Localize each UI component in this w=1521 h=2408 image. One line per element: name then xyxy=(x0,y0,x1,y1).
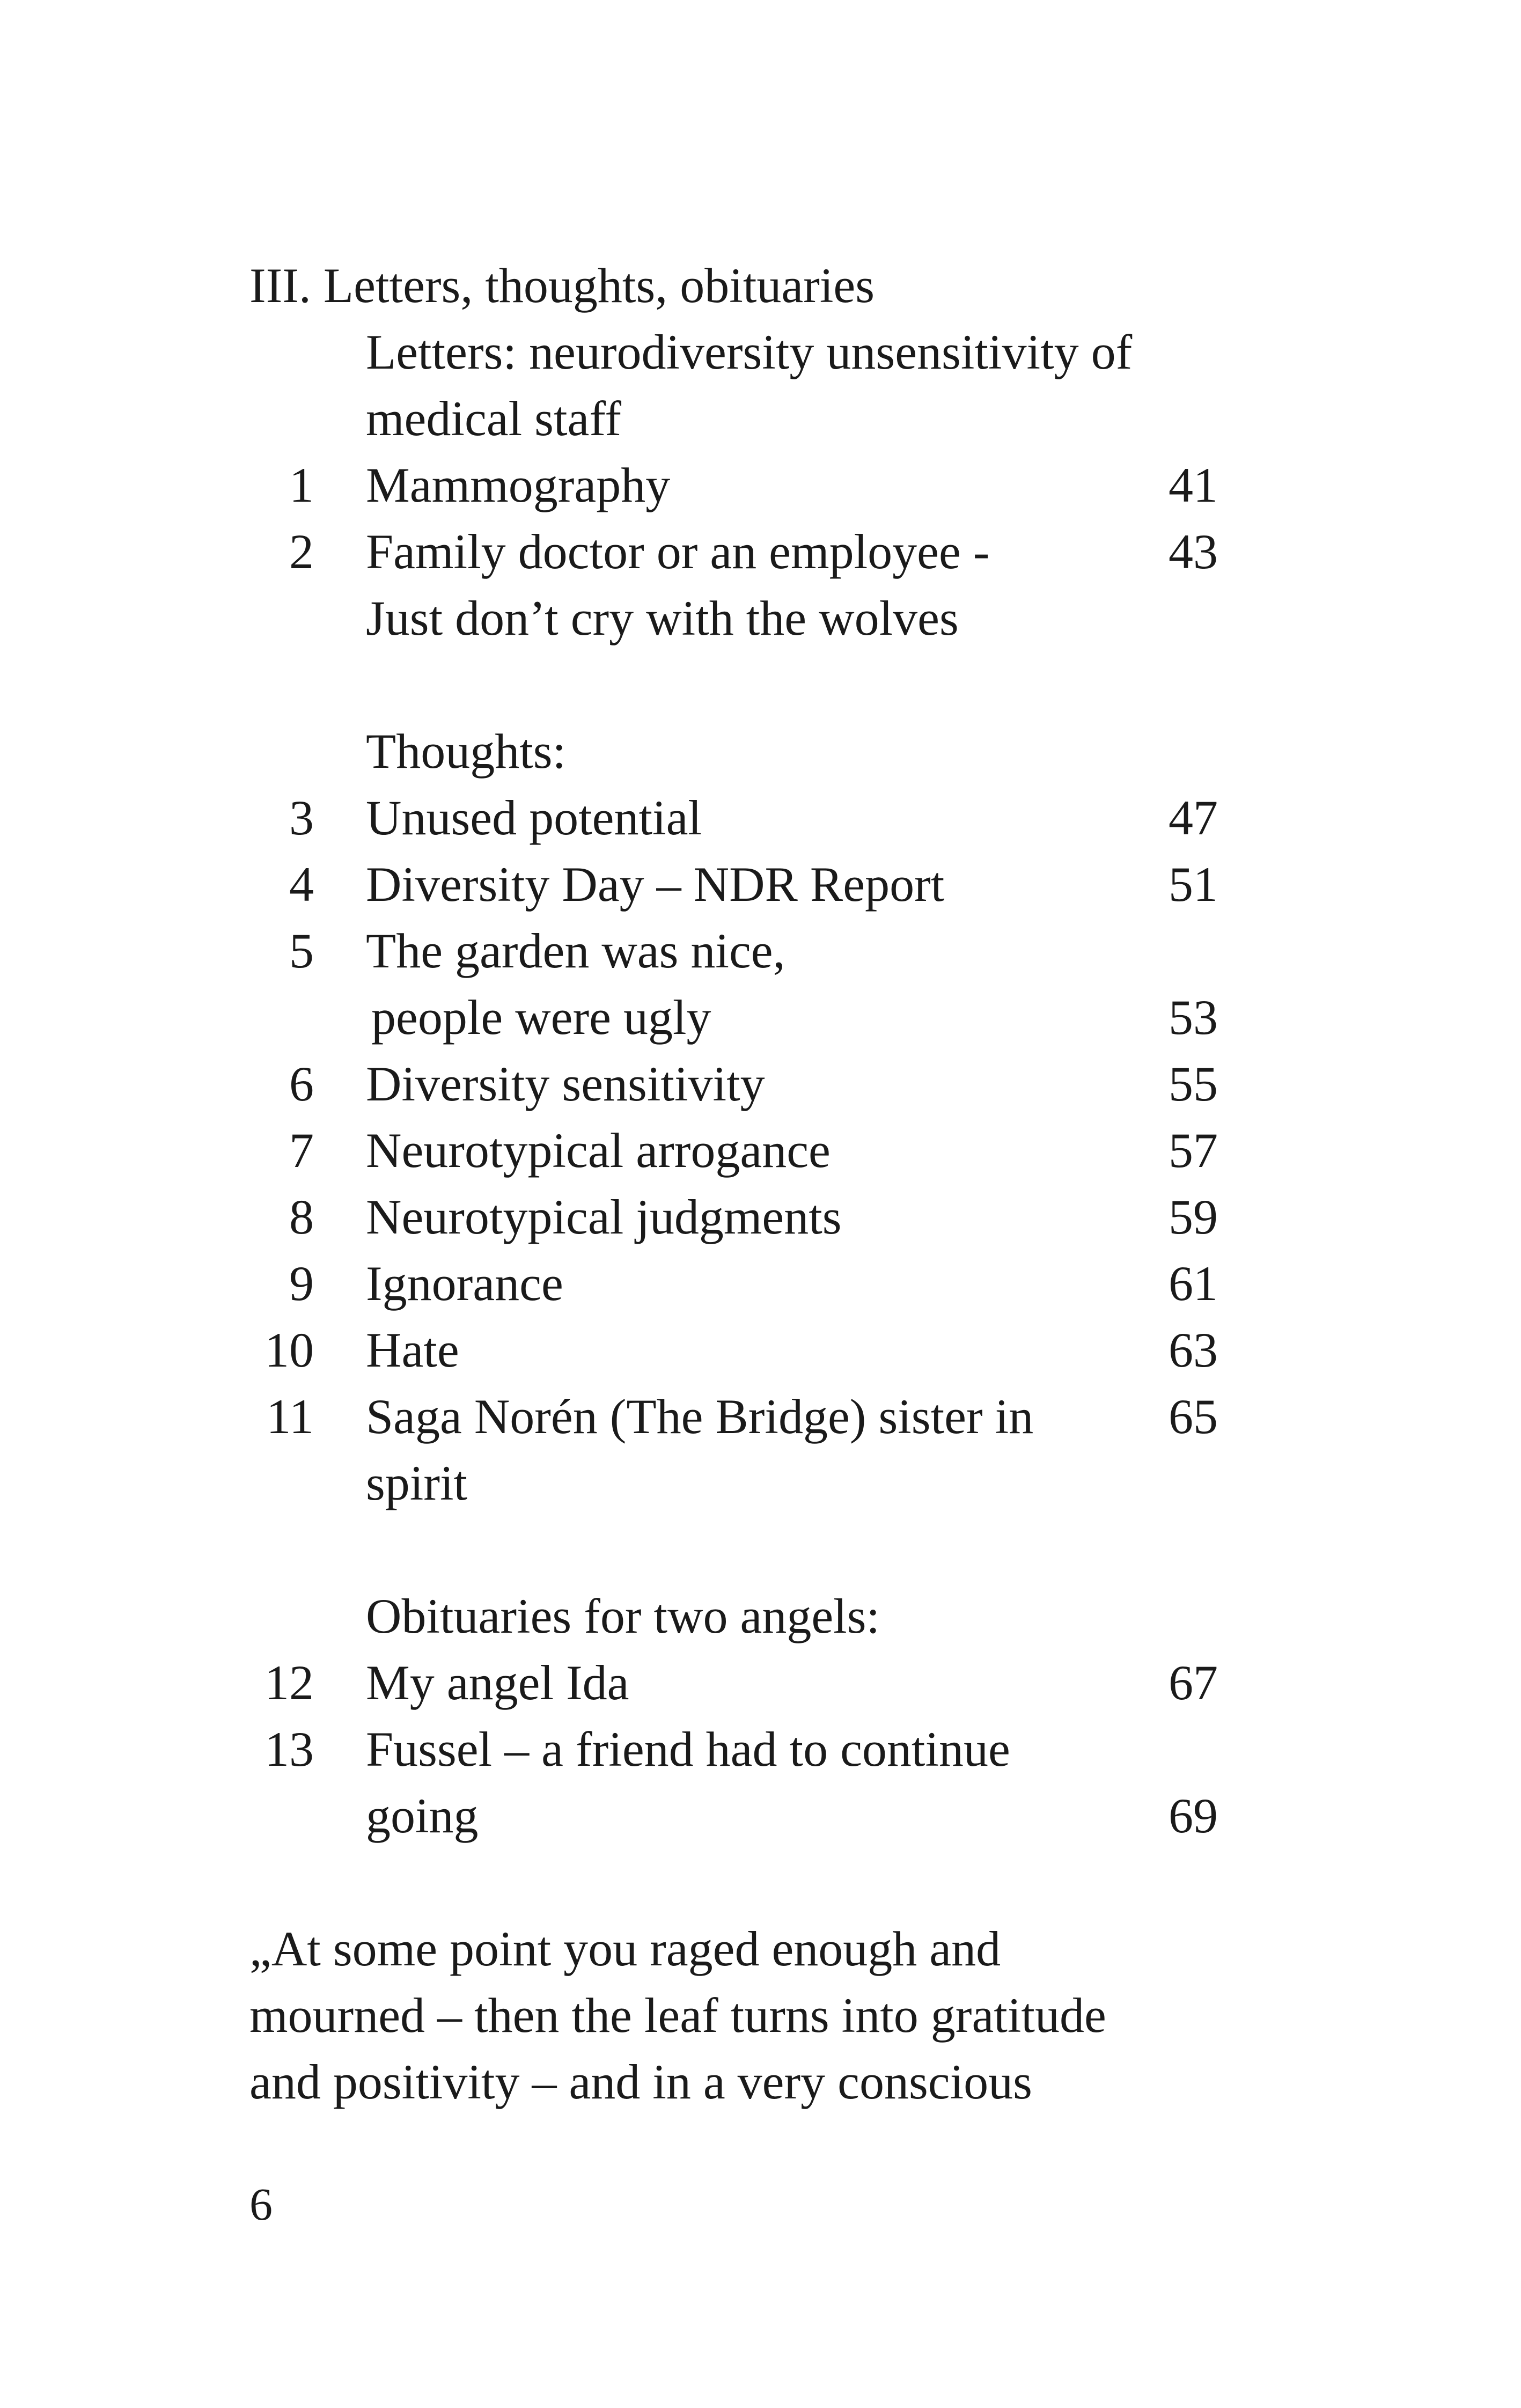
entry-number: 1 xyxy=(289,458,314,512)
entry-number: 4 xyxy=(289,857,314,912)
entry-number: 13 xyxy=(264,1722,314,1776)
entry-number: 2 xyxy=(289,524,314,579)
entry-page: 41 xyxy=(1169,458,1218,512)
quote-line: „At some point you raged enough and xyxy=(249,1921,1001,1976)
entry-page: 51 xyxy=(1169,857,1218,912)
quote-line: mourned – then the leaf turns into gratitude xyxy=(249,1988,1106,2043)
entry-title-cont: going xyxy=(366,1788,479,1843)
entry-page: 69 xyxy=(1169,1788,1218,1843)
entry-title: Mammography xyxy=(366,458,671,512)
entry-title-cont: spirit xyxy=(366,1456,468,1510)
entry-number: 6 xyxy=(289,1056,314,1111)
group-heading-thoughts: Thoughts: xyxy=(366,724,567,779)
entry-number: 7 xyxy=(289,1123,314,1178)
entry-title: Unused potential xyxy=(366,790,702,845)
entry-number: 3 xyxy=(289,790,314,845)
group-heading-letters-cont: medical staff xyxy=(366,391,621,446)
page-number: 6 xyxy=(249,2178,273,2230)
entry-title: Ignorance xyxy=(366,1256,563,1311)
entry-number: 10 xyxy=(264,1323,314,1377)
entry-page: 53 xyxy=(1169,990,1218,1045)
entry-title: Diversity sensitivity xyxy=(366,1056,765,1111)
entry-page: 67 xyxy=(1169,1655,1218,1710)
entry-title: Neurotypical judgments xyxy=(366,1190,842,1244)
entry-page: 57 xyxy=(1169,1123,1218,1178)
entry-number: 5 xyxy=(289,923,314,978)
group-heading-letters: Letters: neurodiversity unsensitivity of xyxy=(366,325,1133,379)
entry-page: 55 xyxy=(1169,1056,1218,1111)
entry-number: 9 xyxy=(289,1256,314,1311)
entry-page: 47 xyxy=(1169,790,1218,845)
entry-page: 61 xyxy=(1169,1256,1218,1311)
section-title: III. Letters, thoughts, obituaries xyxy=(249,258,875,313)
entry-page: 63 xyxy=(1169,1323,1218,1377)
entry-page: 65 xyxy=(1169,1389,1218,1444)
entry-page: 43 xyxy=(1169,524,1218,579)
entry-number: 8 xyxy=(289,1190,314,1244)
entry-title: Hate xyxy=(366,1323,459,1377)
entry-title: Saga Norén (The Bridge) sister in xyxy=(366,1389,1034,1444)
quote-line: and positivity – and in a very conscious xyxy=(249,2054,1032,2109)
entry-title: Neurotypical arrogance xyxy=(366,1123,831,1178)
entry-title: Diversity Day – NDR Report xyxy=(366,857,945,912)
entry-title: My angel Ida xyxy=(366,1655,629,1710)
entry-page: 59 xyxy=(1169,1190,1218,1244)
entry-number: 12 xyxy=(264,1655,314,1710)
entry-title: The garden was nice, xyxy=(366,923,785,978)
group-heading-obituaries: Obituaries for two angels: xyxy=(366,1589,880,1643)
entry-title-cont: Just don’t cry with the wolves xyxy=(366,591,959,645)
entry-title: Fussel – a friend had to continue xyxy=(366,1722,1010,1776)
entry-number: 11 xyxy=(266,1389,314,1444)
entry-title: Family doctor or an employee - xyxy=(366,524,990,579)
entry-title-cont: people were ugly xyxy=(371,990,711,1045)
